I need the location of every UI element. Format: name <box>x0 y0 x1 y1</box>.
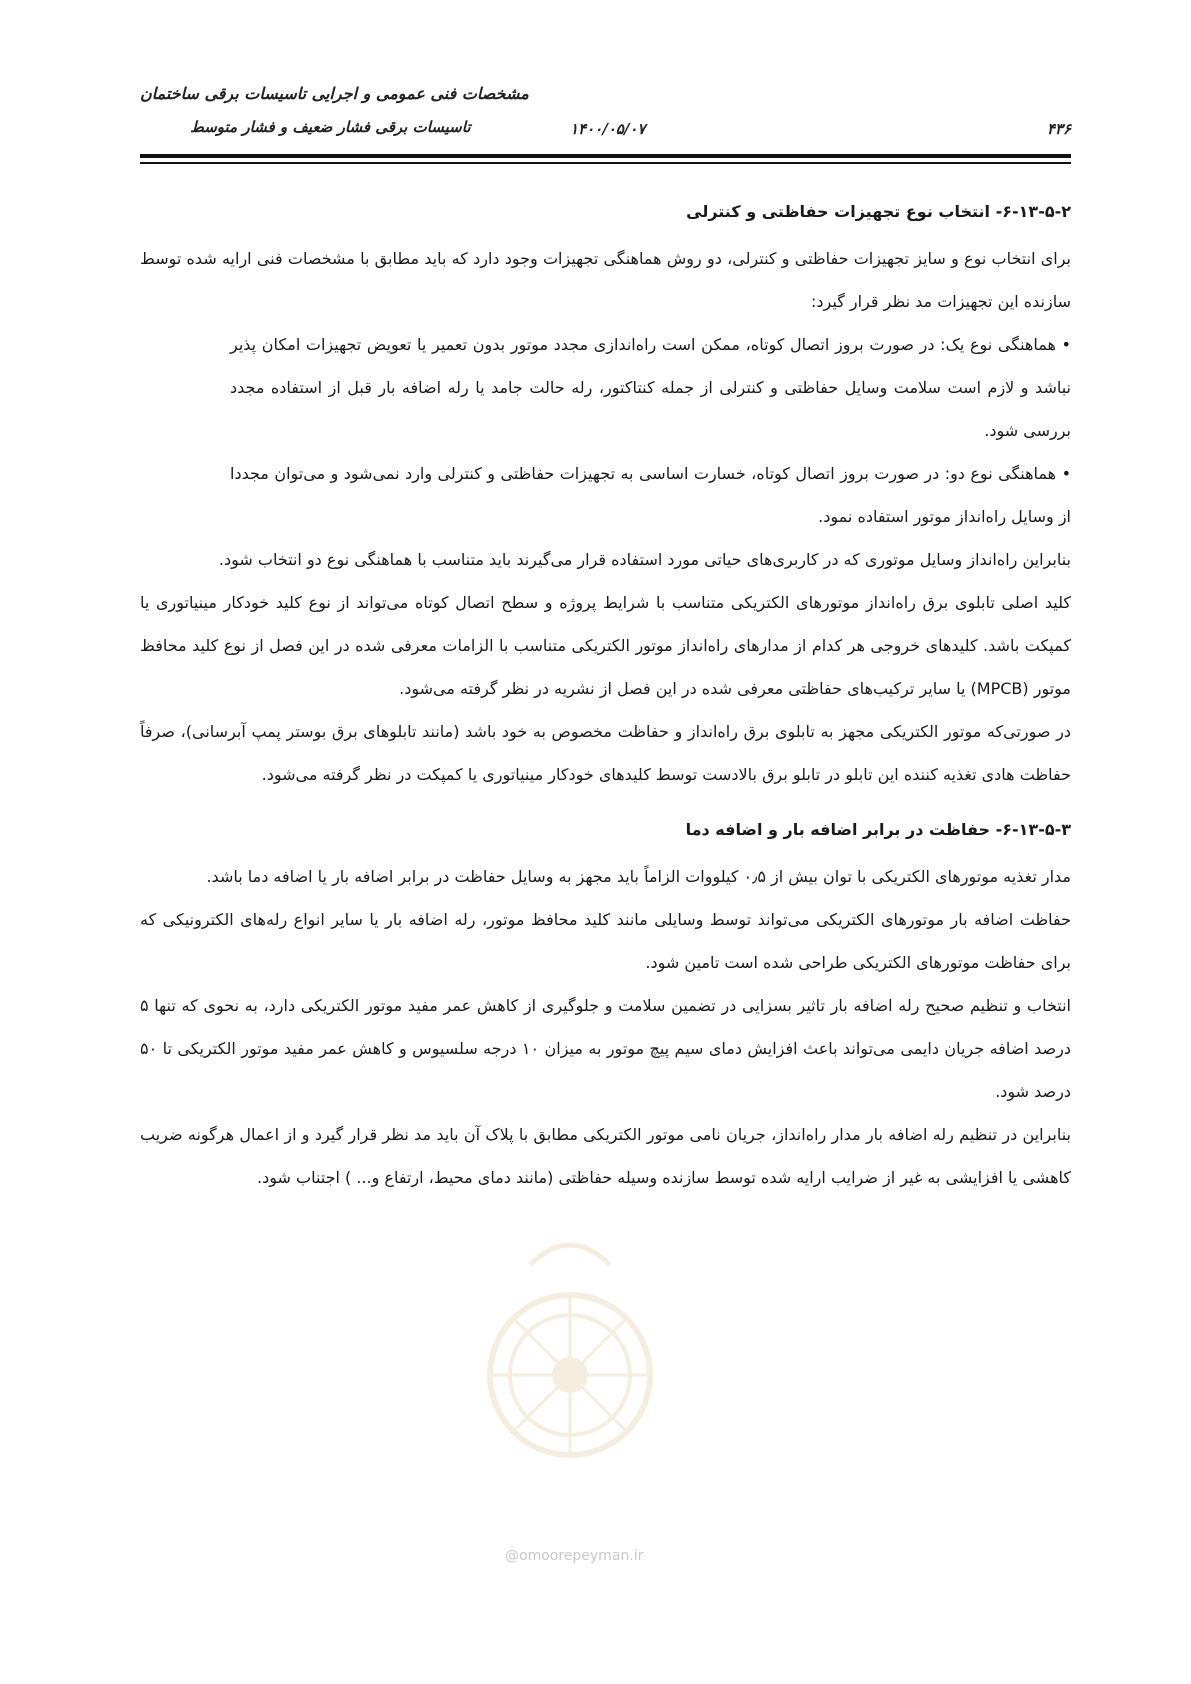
paragraph: در صورتی‌که موتور الکتریکی مجهز به تابلوی برق راه‌انداز و حفاظت مخصوص به خود باشد (مانند تابلوهای برق بوستر پمپ آبرسانی)، صرفاً حفاظت هادی تغذیه کننده این تابلو در تابلو برق بالادست توسط کلیدهای خودکار مینیاتوری یا کمپکت در نظر گرفته می‌شود. <box>140 722 1071 784</box>
header-rule-thin <box>140 162 1071 164</box>
paragraph: برای انتخاب نوع و سایز تجهیزات حفاظتی و کنترلی، دو روش هماهنگی تجهیزات وجود دارد که باید مطابق با مشخصات فنی ارایه شده توسط سازنده این تجهیزات مد نظر قرار گیرد: <box>140 249 1071 311</box>
paragraph: بنابراین راه‌انداز وسایل موتوری که در کاربری‌های حیاتی مورد استفاده قرار می‌گیرند باید متناسب با هماهنگی نوع دو انتخاب شود. <box>218 550 1071 569</box>
paragraph: مدار تغذیه موتورهای الکتریکی با توان بیش از ۰٫۵ کیلووات الزاماً باید مجهز به وسایل حفاظت در برابر اضافه بار یا اضافه دما باشد. <box>206 867 1071 886</box>
bullet-item: • هماهنگی نوع دو: در صورت بروز اتصال کوتاه، خسارت اساسی به تجهیزات حفاظتی و کنترلی وارد نمی‌شود و می‌توان مجددا از وسایل راه‌انداز موتور استفاده نمود. <box>230 464 1071 526</box>
paragraph: کلید اصلی تابلوی برق راه‌انداز موتورهای الکتریکی متناسب با شرایط پروژه و سطح اتصال کوتاه می‌تواند از نوع کلید خودکار مینیاتوری یا کمپکت باشد. کلیدهای خروجی هر کدام از مدارهای راه‌انداز موتور الکتریکی متناسب با الزامات معرفی شده در این فصل از نوع کلید محافظ موتور (MPCB) یا سایر ترکیب‌های حفاظتی معرفی شده در این فصل از نشریه در نظر گرفته می‌شود. <box>140 593 1071 698</box>
page-header <box>140 78 1071 170</box>
bullet-item: • هماهنگی نوع یک: در صورت بروز اتصال کوتاه، ممکن است راه‌اندازی مجدد موتور بدون تعمیر یا تعویض تجهیزات امکان پذیر نباشد و لازم است سلامت وسایل حفاظتی و کنترلی از جمله کنتاکتور، رله حالت جامد یا رله اضافه بار قبل از استفاده مجدد بررسی شود. <box>230 335 1071 440</box>
header-rule-thick <box>140 154 1071 158</box>
document-body <box>140 190 1071 1199</box>
paragraph: بنابراین در تنظیم رله اضافه بار مدار راه‌انداز، جریان نامی موتور الکتریکی مطابق با پلاک آن باید مد نظر قرار گیرد و از اعمال هرگونه ضریب کاهشی یا افزایشی به غیر از ضرایب ارایه شده توسط سازنده وسیله حفاظتی (مانند دمای محیط، ارتفاع و... ) اجتناب شود. <box>140 1125 1071 1187</box>
paragraph: انتخاب و تنظیم صحیح رله اضافه بار تاثیر بسزایی در تضمین سلامت و جلوگیری از کاهش عمر مفید موتور الکتریکی دارد، به نحوی که تنها ۵ درصد اضافه جریان دایمی می‌تواند باعث افزایش دمای سیم پیچ موتور به میزان ۱۰ درجه سلسیوس و کاهش عمر مفید موتور الکتریکی تا ۵۰ درصد شود. <box>140 996 1071 1101</box>
paragraph: حفاظت اضافه بار موتورهای الکتریکی می‌تواند توسط وسایلی مانند کلید محافظ موتور، رله اضافه بار یا سایر انواع رله‌های الکترونیکی که برای حفاظت موتورهای الکتریکی طراحی شده است تامین شود. <box>140 910 1071 972</box>
header-date: ۱۴۰۰/۰۵/۰۷ <box>570 120 646 138</box>
header-title: مشخصات فنی عمومی و اجرایی تاسیسات برقی ساختمان <box>140 84 529 103</box>
section-heading: ۶-۱۳-۵-۳- حفاظت در برابر اضافه بار و اضافه دما <box>685 820 1071 839</box>
watermark-text: @omoorepeyman.ir <box>505 1548 644 1564</box>
page-number: ۴۳۶ <box>1046 120 1071 138</box>
section-gap <box>140 796 1071 808</box>
section-heading: ۶-۱۳-۵-۲- انتخاب نوع تجهیزات حفاظتی و کنترلی <box>686 202 1071 221</box>
watermark-logo <box>470 1225 670 1475</box>
header-subtitle: تاسیسات برقی فشار ضعیف و فشار متوسط <box>190 118 471 136</box>
